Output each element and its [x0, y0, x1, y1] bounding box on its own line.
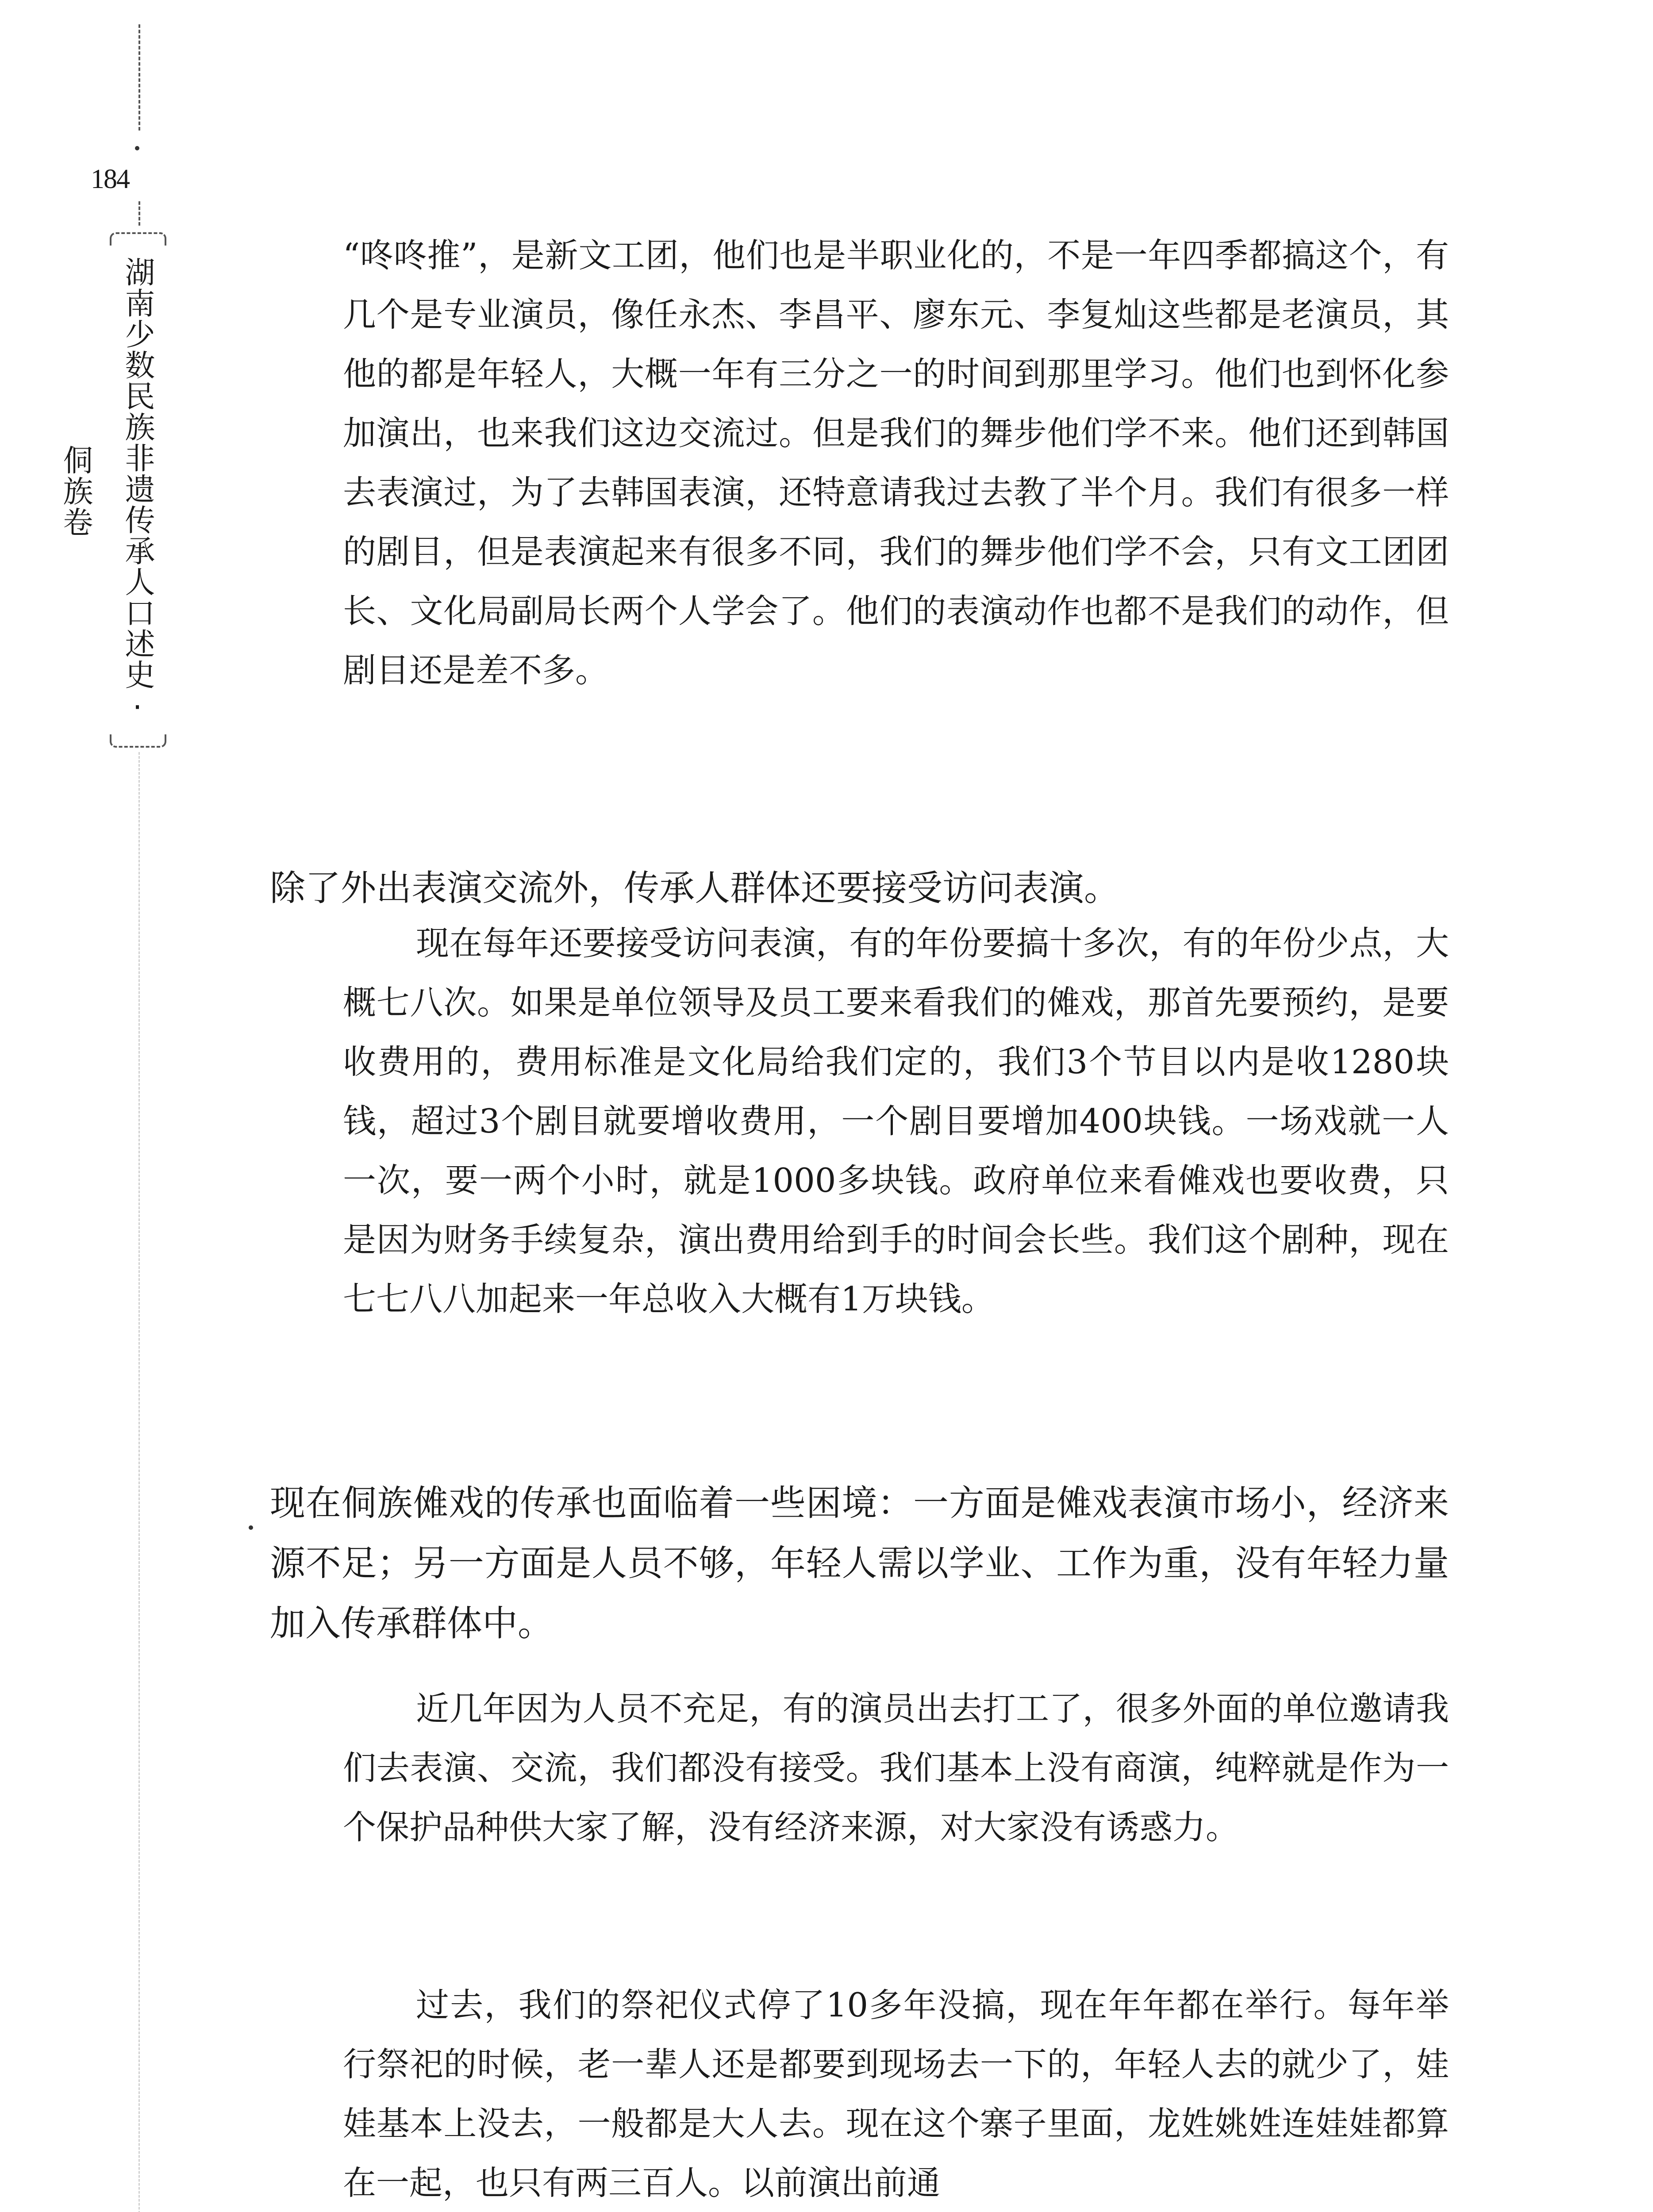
margin-rule-top: [138, 24, 140, 131]
margin-dot: [135, 146, 139, 150]
quote-block-3: 近几年因为人员不充足，有的演员出去打工了，很多外面的单位邀请我们去表演、交流，我们都没有接受。我们基本上没有商演，纯粹就是作为一个保护品种供大家了解，没有经济来源，对大家没有诱惑力。: [343, 1689, 1449, 1847]
running-title: 湖南少数民族非遗传承人口述史·侗族卷: [58, 256, 155, 726]
margin-rule-bottom: [138, 752, 140, 2212]
title-bracket-bottom: [110, 734, 166, 748]
quote-block-1: “咚咚推”，是新文工团，他们也是半职业化的，不是一年四季都搞这个，有几个是专业演员，像任永杰、李昌平、廖东元、李复灿这些都是老演员，其他的都是年轻人，大概一年有三分之一的时间到那里学习。他们也到怀化参加演出，也来我们这边交流过。但是我们的舞步他们学不来。他们还到韩国去表演过，为了去韩国表演，还特意请我过去教了半个月。我们有很多一样的剧目，但是表演起来有很多不同，我们的舞步他们学不会，只有文工团团长、文化局副局长两个人学会了。他们的表演动作也都不是我们的动作，但剧目还是差不多。: [343, 236, 1449, 690]
margin-rule-middle: [138, 201, 140, 226]
body-paragraph-2: 现在侗族傩戏的传承也面临着一些困境：一方面是傩戏表演市场小，经济来源不足；另一方面是人员不够，年轻人需以学业、工作为重，没有年轻力量加入传承群体中。: [270, 1482, 1449, 1644]
quote-block-4: 过去，我们的祭祀仪式停了10多年没搞，现在年年都在举行。每年举行祭祀的时候，老一辈人还是都要到现场去一下的，年轻人去的就少了，娃娃基本上没去，一般都是大人去。现在这个寨子里面，龙姓姚姓连娃娃都算在一起，也只有两三百人。以前演出前通: [343, 1985, 1449, 2202]
title-bracket-top: [110, 232, 166, 246]
page-number: 184: [91, 164, 129, 194]
stray-mark: [249, 1525, 253, 1530]
body-paragraph-1: 除了外出表演交流外，传承人群体还要接受访问表演。: [270, 868, 1119, 909]
quote-block-2: 现在每年还要接受访问表演，有的年份要搞十多次，有的年份少点，大概七八次。如果是单位领导及员工要来看我们的傩戏，那首先要预约，是要收费用的，费用标准是文化局给我们定的，我们3个节目以内是收1280块钱，超过3个剧目就要增收费用，一个剧目要增加400块钱。一场戏就一人一次，要一两个小时，就是1000多块钱。政府单位来看傩戏也要收费，只是因为财务手续复杂，演出费用给到手的时间会长些。我们这个剧种，现在七七八八加起来一年总收入大概有1万块钱。: [343, 924, 1449, 1318]
